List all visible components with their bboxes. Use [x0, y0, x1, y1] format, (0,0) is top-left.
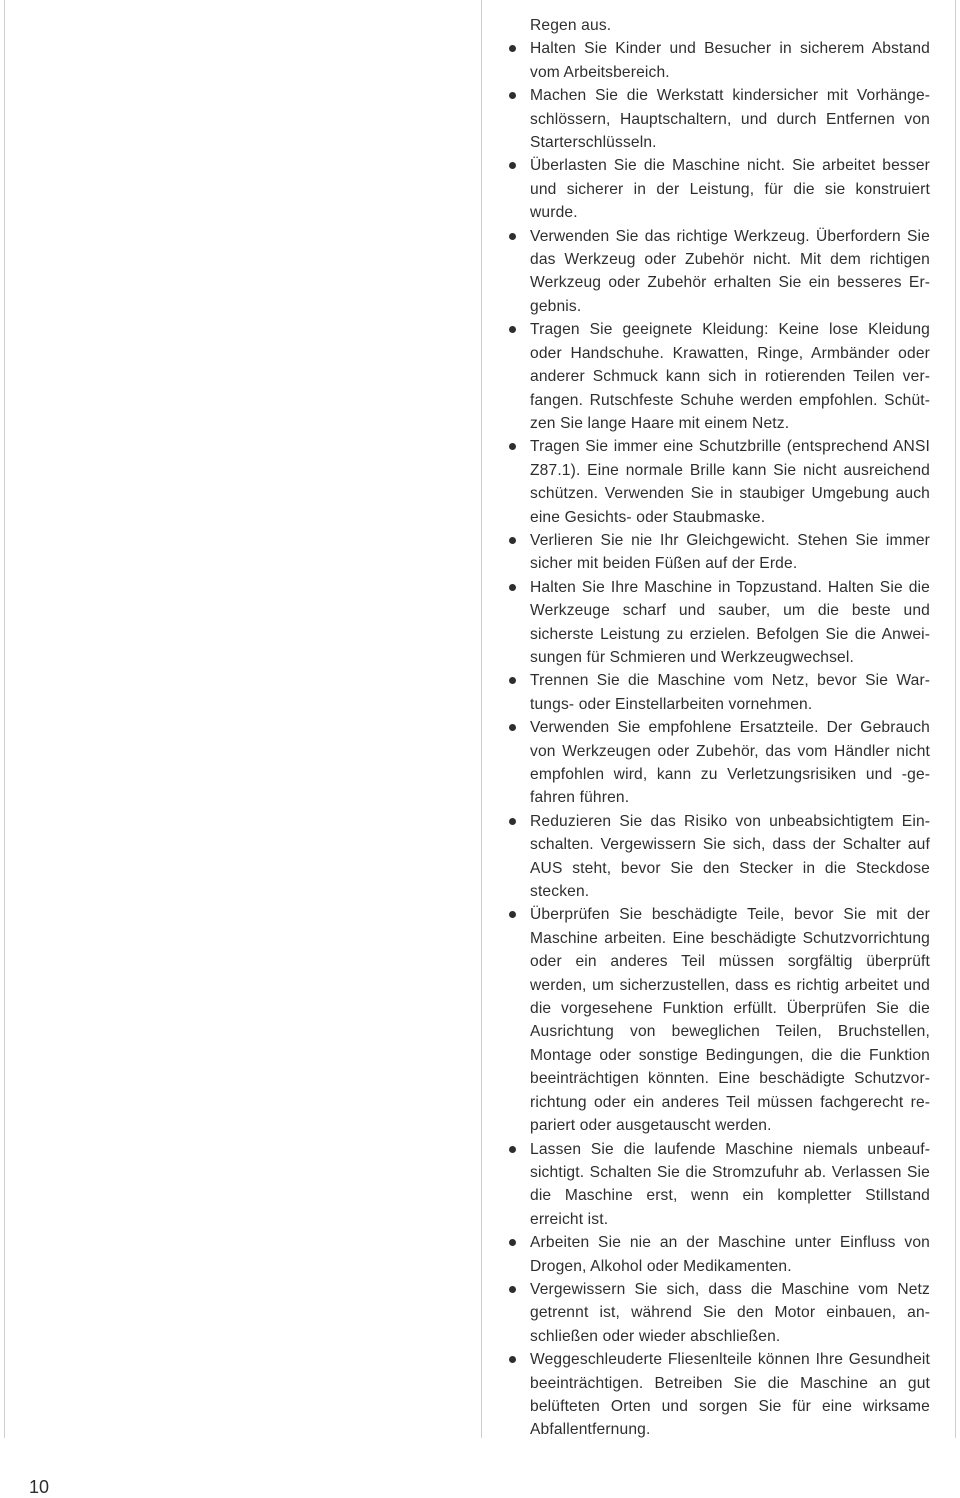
list-item: Reduzieren Sie das Risiko von unbeabsichtigtem Einschalten. Vergewissern Sie sich, dass der Schalter auf AUS steht, bevor Sie den Stecker in die Steckdose stecken. [530, 810, 930, 904]
list-item: Vergewissern Sie sich, dass die Maschine vom Netz getrennt ist, während Sie den Motor einbauen, anschließen oder wieder abschließen. [530, 1278, 930, 1348]
safety-instructions-column [530, 14, 930, 1442]
list-item: Verwenden Sie das richtige Werkzeug. Überfordern Sie das Werkzeug oder Zubehör nicht. Mit dem richtigen Werkzeug oder Zubehör erhalten Sie ein besseres Ergebnis. [530, 225, 930, 319]
list-item: Verwenden Sie empfohlene Ersatzteile. Der Gebrauch von Werkzeugen oder Zubehör, das vom Händler nicht empfohlen wird, kann zu Verletzungsrisiken und -gefahren führen. [530, 716, 930, 810]
page-number: 10 [29, 1477, 50, 1497]
safety-bullet-list [530, 37, 930, 1441]
list-item: Trennen Sie die Maschine vom Netz, bevor Sie Wartungs- oder Einstellarbeiten vornehmen. [530, 669, 930, 716]
list-item: Tragen Sie geeignete Kleidung: Keine lose Kleidung oder Handschuhe. Krawatten, Ringe, Armbänder oder anderer Schmuck kann sich in rotierenden Teilen verfangen. Rutschfeste Schuhe werden empfohlen. Schützen Sie lange Haare mit einem Netz. [530, 318, 930, 435]
list-item: Überprüfen Sie beschädigte Teile, bevor Sie mit der Maschine arbeiten. Eine beschädigte Schutzvorrichtung oder ein anderes Teil müssen sorgfältig überprüft werden, um sicherzustellen, dass es richtig arbeitet und die vorgesehene Funktion erfüllt. Überprüfen Sie die Ausrichtung von beweglichen Teilen, Bruchstellen, Montage oder sonstige Bedingungen, die die Funktion beeinträchtigen könnten. Eine beschädigte Schutzvorrichtung oder ein anderes Teil müssen fachgerecht repariert oder ausgetauscht werden. [530, 903, 930, 1137]
column-divider-rule [481, 0, 482, 1438]
list-item: Verlieren Sie nie Ihr Gleichgewicht. Stehen Sie immer sicher mit beiden Füßen auf der Erde. [530, 529, 930, 576]
list-item: Arbeiten Sie nie an der Maschine unter Einfluss von Drogen, Alkohol oder Medikamenten. [530, 1231, 930, 1278]
list-item: Lassen Sie die laufende Maschine niemals unbeaufsichtigt. Schalten Sie die Stromzufuhr ab. Verlassen Sie die Maschine erst, wenn ein kompletter Stillstand erreicht ist. [530, 1138, 930, 1232]
list-item: Überlasten Sie die Maschine nicht. Sie arbeitet besser und sicherer in der Leistung, für die sie konstruiert wurde. [530, 154, 930, 224]
list-item: Tragen Sie immer eine Schutzbrille (entsprechend ANSI Z87.1). Eine normale Brille kann Sie nicht ausreichend schützen. Verwenden Sie in staubiger Umgebung auch eine Gesichts- oder Staubmaske. [530, 435, 930, 529]
left-margin-rule [4, 0, 5, 1438]
list-item: Halten Sie Ihre Maschine in Topzustand. Halten Sie die Werkzeuge scharf und sauber, um die beste und sicherste Leistung zu erzielen. Befolgen Sie die Anweisungen für Schmieren und Werkzeugwechsel. [530, 576, 930, 670]
list-item: Weggeschleuderte Fliesenlteile können Ihre Gesundheit beeinträchtigen. Betreiben Sie die Maschine an gut belüfteten Orten und sorgen Sie für eine wirksame Abfallentfernung. [530, 1348, 930, 1442]
right-margin-rule [955, 0, 956, 1438]
list-item: Machen Sie die Werkstatt kindersicher mit Vorhängeschlössern, Hauptschaltern, und durch Entfernen von Starterschlüsseln. [530, 84, 930, 154]
list-item: Halten Sie Kinder und Besucher in sicherem Abstand vom Arbeitsbereich. [530, 37, 930, 84]
continuation-text: Regen aus. [530, 17, 612, 34]
